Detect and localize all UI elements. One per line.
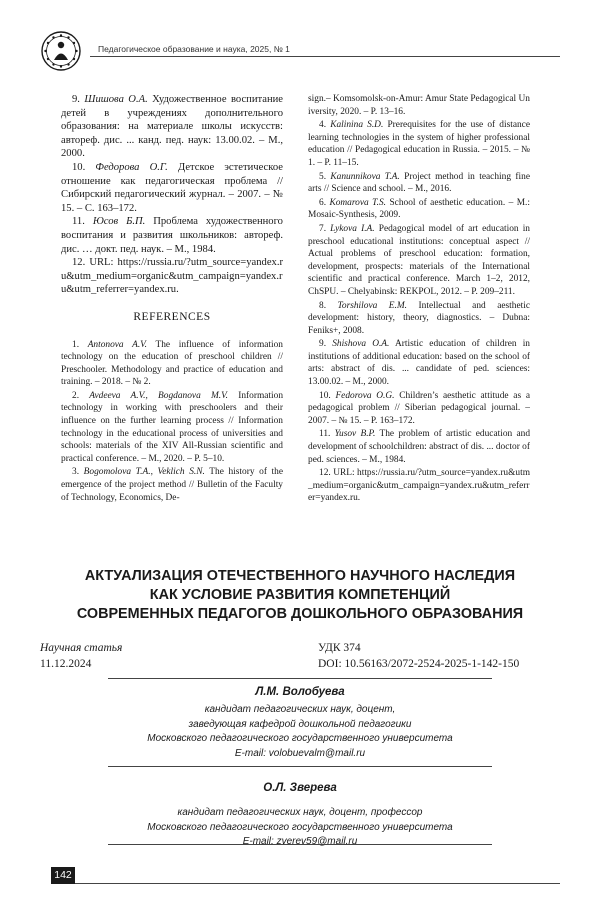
reference-number: 10. bbox=[319, 390, 331, 401]
reference-author: Шишова О.А. bbox=[84, 94, 148, 105]
references-heading: REFERENCES bbox=[133, 310, 211, 323]
article-title bbox=[36, 567, 564, 624]
reference-author: Lykova I.A. bbox=[330, 223, 375, 234]
reference-item bbox=[61, 215, 283, 256]
author-divider bbox=[108, 844, 492, 845]
author-email: E-mail: volobuevalm@mail.ru bbox=[234, 747, 366, 759]
reference-text: The problem of artistic education and development of schoolchildren: abstract of dis. ... doctor of ped. sciences. – M., 1984. bbox=[308, 429, 531, 465]
reference-text: Проблема художественного воспитания и развития школьников: автореф. дис. … докт. пед. наук. – М., 1984. bbox=[61, 216, 283, 255]
reference-text: Information technology in working with preschoolers and their influence on the further learning process // Information technology in the educational process of universities and schools: materials of the XIV All-Russian scientific and practical conference. – M., 2020. – P. 5–10. bbox=[61, 390, 284, 464]
reference-text: Children’s aesthetic attitude as a pedagogical problem // Siberian pedagogical journal. – 2007. – № 15. – P. 163–172. bbox=[308, 390, 530, 426]
reference-item bbox=[61, 161, 283, 215]
right-column bbox=[308, 93, 530, 506]
journal-name: Педагогическое образование и наука, 2025, № 1 bbox=[98, 44, 290, 54]
reference-text: URL: https://russia.ru/?utm_source=yandex.ru&utm_medium=organic&utm_campaign=yandex.ru&utm_referrer=yandex.ru. bbox=[308, 468, 531, 504]
reference-text: The history of the emergence of the project method // Bulletin of the Faculty of Technology, Economics, De- bbox=[61, 467, 284, 503]
udc-code: УДК 374 bbox=[318, 642, 361, 654]
reference-number: 9. bbox=[319, 339, 327, 350]
reference-author: Bogomolova T.A., Veklich S.N. bbox=[83, 467, 205, 478]
reference-number: 12. bbox=[72, 257, 86, 269]
reference-text: Детское эстетическое отношение как педагогическая проблема // Сибирский педагогический журнал. – 2007. – № 15. – С. 163–172. bbox=[61, 161, 283, 214]
article-title-line: СОВРЕМЕННЫХ ПЕДАГОГОВ ДОШКОЛЬНОГО ОБРАЗОВАНИЯ bbox=[76, 606, 524, 622]
article-kind: Научная статья bbox=[40, 642, 123, 654]
article-meta-left bbox=[40, 640, 122, 672]
reference-item bbox=[308, 197, 530, 222]
reference-author: Komarova T.S. bbox=[329, 197, 387, 208]
footer-rule bbox=[75, 883, 560, 884]
author-affiliation-line: кандидат педагогических наук, доцент, bbox=[204, 704, 396, 715]
reference-text: Художественное воспитание детей в учреждениях дополнительного образования: на материале школы искусств: автореф. дис. ... канд. пед. наук: 13.00.02. – М., 2000. bbox=[61, 94, 284, 160]
reference-text: Project method in teaching fine arts // Science and school. – M., 2016. bbox=[308, 171, 530, 195]
reference-item bbox=[61, 466, 283, 504]
author-name: О.Л. Зверева bbox=[263, 782, 337, 794]
reference-item bbox=[308, 300, 530, 338]
reference-item bbox=[308, 93, 530, 118]
reference-text: URL: https://russia.ru/?utm_source=yandex.ru&utm_medium=organic&utm_campaign=yandex.ru&utm_referrer=yandex.ru. bbox=[61, 257, 283, 296]
reference-item bbox=[308, 390, 530, 428]
reference-number: 5. bbox=[319, 171, 327, 182]
reference-number: 4. bbox=[319, 120, 327, 131]
reference-item bbox=[61, 93, 283, 161]
reference-author: Fedorova O.G. bbox=[335, 390, 395, 401]
reference-author: Avdeeva A.V., Bogdanova M.V. bbox=[89, 390, 228, 401]
article-meta-right bbox=[318, 640, 519, 672]
reference-text: Pedagogical model of art education in preschool educational institutions: conceptual aspect // Actual problems of preschool education: formation, development, prospects: materials of the International scientific and practical conference. March 1–2, 2012, ChSPU. – Chelyabinsk: REKPOL, 2012. – P. 209–211. bbox=[308, 223, 530, 297]
reference-text: Prerequisites for the use of distance learning technologies in the system of higher professional education // Pedagogical education in Russia. – 2015. – № 1. – P. 11–15. bbox=[308, 120, 530, 168]
reference-item bbox=[308, 428, 530, 466]
reference-author: Shishova O.A. bbox=[332, 339, 390, 350]
reference-item bbox=[61, 390, 283, 466]
author-affiliation-line: кандидат педагогических наук, доцент, профессор bbox=[177, 807, 423, 818]
reference-number: 8. bbox=[319, 300, 327, 311]
reference-number: 11. bbox=[72, 216, 85, 228]
author-affiliation-line: заведующая кафедрой дошкольной педагогики bbox=[188, 718, 412, 730]
article-title-line: АКТУАЛИЗАЦИЯ ОТЕЧЕСТВЕННОГО НАУЧНОГО НАСЛЕДИЯ bbox=[84, 568, 516, 584]
author-name: Л.М. Волобуева bbox=[255, 686, 345, 698]
reference-text: sign.– Komsomolsk-on-Amur: Amur State Pedagogical University, 2020. – P. 13–16. bbox=[308, 94, 530, 117]
journal-emblem-icon bbox=[40, 30, 82, 72]
reference-author: Kalinina S.D. bbox=[330, 120, 384, 131]
reference-author: Antonova A.V. bbox=[87, 339, 148, 350]
reference-number: 10. bbox=[72, 161, 86, 173]
reference-number: 11. bbox=[319, 429, 331, 440]
reference-author: Юсов Б.П. bbox=[92, 216, 146, 228]
reference-item bbox=[308, 467, 530, 505]
author-block-2 bbox=[40, 782, 560, 850]
reference-number: 9. bbox=[72, 94, 80, 105]
reference-text: Artistic education of children in institutions of additional education: based on the school of arts: abstract of dis. ... candidate of ped. sciences: 13.00.02. – M., 2000. bbox=[308, 339, 530, 388]
reference-item bbox=[61, 339, 283, 389]
reference-author: Kanunnikova T.A. bbox=[330, 171, 400, 182]
reference-number: 6. bbox=[319, 197, 327, 208]
reference-text: School of aesthetic education. – M.: Mosaic-Synthesis, 2009. bbox=[308, 197, 531, 221]
russian-references bbox=[61, 93, 283, 297]
author-affiliation-line: Московского педагогического государственного университета bbox=[147, 821, 453, 833]
reference-author: Федорова О.Г. bbox=[95, 161, 168, 173]
reference-number: 2. bbox=[72, 390, 80, 401]
reference-author: Yusov B.P. bbox=[334, 429, 376, 440]
reference-item bbox=[308, 338, 530, 388]
reference-text: Intellectual and aesthetic development: history, theory, diagnostics. – Dubna: Feniks+, 2008. bbox=[308, 300, 531, 336]
reference-text: The influence of information technology on the education of preschool children // Preschooler. Methodology and practice of education and training. – 2018. – № 2. bbox=[61, 339, 283, 388]
reference-number: 1. bbox=[72, 339, 80, 350]
article-title-line: КАК УСЛОВИЕ РАЗВИТИЯ КОМПЕТЕНЦИЙ bbox=[149, 587, 451, 603]
page-number: 142 bbox=[51, 867, 75, 884]
reference-author: Torshilova E.M. bbox=[337, 300, 408, 311]
author-affiliation-line: Московского педагогического государственного университета bbox=[147, 733, 453, 744]
reference-item bbox=[308, 223, 530, 299]
english-references-right bbox=[308, 93, 530, 505]
left-column bbox=[61, 93, 283, 505]
reference-number: 12. bbox=[319, 468, 331, 479]
header-rule bbox=[90, 56, 560, 57]
doi: DOI: 10.56163/2072-2524-2025-1-142-150 bbox=[318, 658, 520, 670]
author-email: E-mail: zverev59@mail.ru bbox=[242, 836, 358, 847]
article-date: 11.12.2024 bbox=[40, 658, 92, 670]
author-divider bbox=[108, 766, 492, 767]
reference-number: 3. bbox=[72, 467, 80, 478]
author-block-1 bbox=[40, 686, 560, 761]
author-divider bbox=[108, 678, 492, 679]
english-references-left bbox=[61, 339, 283, 505]
reference-item bbox=[61, 256, 283, 297]
reference-item bbox=[308, 119, 530, 169]
reference-number: 7. bbox=[319, 223, 327, 234]
reference-item bbox=[308, 171, 530, 196]
running-header bbox=[40, 30, 560, 72]
